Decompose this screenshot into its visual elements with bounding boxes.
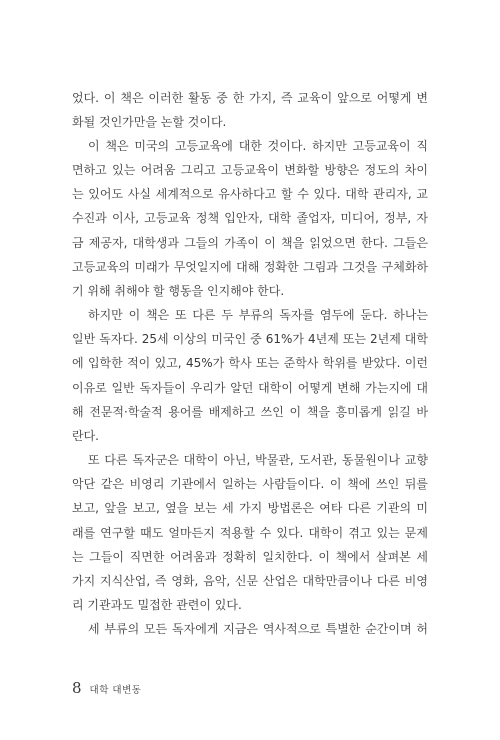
text-line: 가지 지식산업, 즉 영화, 음악, 신문 산업은 대학만큼이나 다른 비영: [72, 574, 428, 588]
text-line: 이유로 일반 독자들이 우리가 알던 대학이 어떻게 변해 가는지에 대: [72, 381, 428, 395]
text-line: 하지만 이 책은 또 다른 두 부류의 독자를 염두에 둔다. 하나는: [88, 308, 428, 322]
text-line: 는 그들이 직면한 어려움과 정확히 일치한다. 이 책에서 살펴본 세: [72, 550, 428, 564]
text-line: 리 기관과도 밀접한 관련이 있다.: [72, 598, 242, 612]
text-line: 또 다른 독자군은 대학이 아닌, 박물관, 도서관, 동물원이나 교향: [88, 453, 428, 467]
text-line: 금 제공자, 대학생과 그들의 가족이 이 책을 읽었으면 한다. 그들은: [72, 236, 428, 250]
text-line: 세 부류의 모든 독자에게 지금은 역사적으로 특별한 순간이며 허: [88, 622, 428, 636]
text-line: 일반 독자다. 25세 이상의 미국인 중 61%가 4년제 또는 2년제 대학: [72, 332, 428, 346]
text-line: 수진과 이사, 고등교육 정책 입안자, 대학 졸업자, 미디어, 정부, 자: [72, 211, 428, 225]
text-line: 에 입학한 적이 있고, 45%가 학사 또는 준학사 학위를 받았다. 이런: [72, 356, 428, 370]
text-line: 해 전문적·학술적 용어를 배제하고 쓰인 이 책을 흥미롭게 읽길 바: [72, 405, 428, 419]
text-line: 화될 것인가만을 논할 것이다.: [72, 115, 227, 129]
text-line: 이 책은 미국의 고등교육에 대한 것이다. 하지만 고등교육이 직: [88, 139, 428, 153]
text-line: 래를 연구할 때도 얼마든지 적용할 수 있다. 대학이 겪고 있는 문제: [72, 526, 428, 540]
text-line: 기 위해 취해야 할 행동을 인지해야 한다.: [72, 284, 285, 298]
text-line: 란다.: [72, 429, 99, 443]
text-line: 고등교육의 미래가 무엇일지에 대해 정확한 그림과 그것을 구체화하: [72, 260, 428, 274]
page-footer: [72, 679, 141, 699]
text-line: 면하고 있는 어려움 그리고 고등교육이 변화할 방향은 정도의 차이: [72, 163, 428, 177]
running-title: 대학 대변동: [89, 685, 142, 696]
page-number: 8: [72, 679, 82, 697]
text-line: 었다. 이 책은 이러한 활동 중 한 가지, 즉 교육이 앞으로 어떻게 변: [72, 91, 428, 105]
text-line: 악단 같은 비영리 기관에서 일하는 사람들이다. 이 책에 쓰인 뒤를: [72, 477, 428, 491]
text-line: 는 있어도 사실 세계적으로 유사하다고 할 수 있다. 대학 관리자, 교: [72, 187, 428, 201]
text-line: 보고, 앞을 보고, 옆을 보는 세 가지 방법론은 여타 다른 기관의 미: [72, 501, 428, 515]
